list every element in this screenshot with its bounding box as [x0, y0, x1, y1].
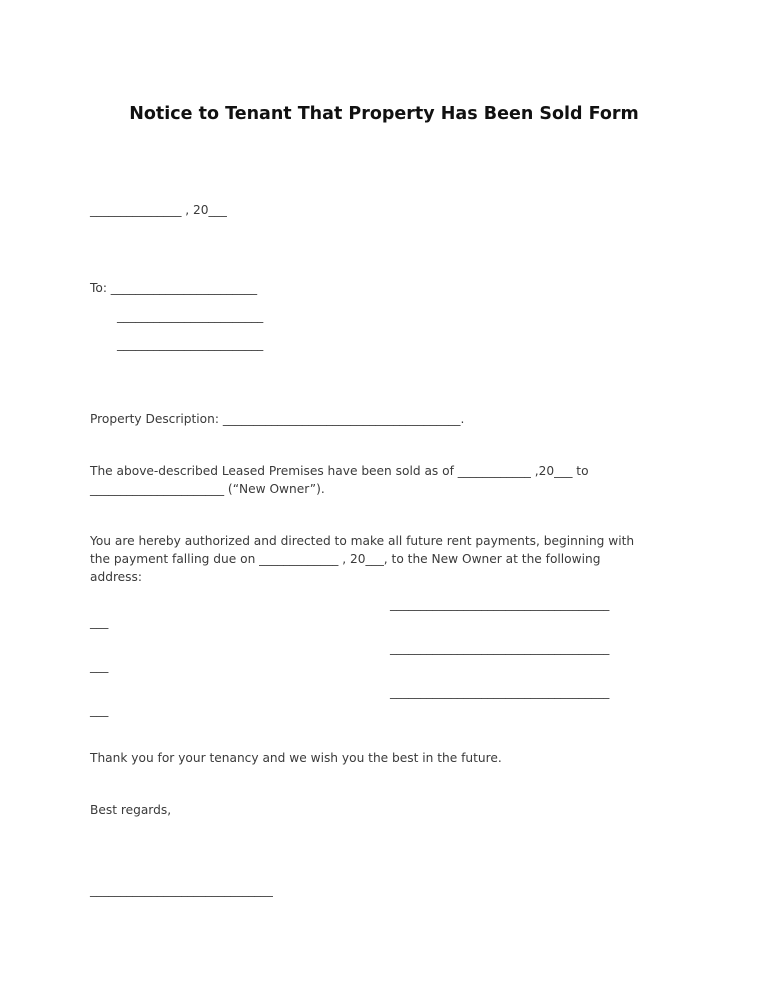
payment-paragraph-line-3: address:	[90, 570, 142, 584]
address-line-3-left: ___	[90, 703, 109, 717]
address-line-2-left: ___	[90, 659, 109, 673]
address-line-2-right: ____________________________________	[390, 641, 610, 655]
sold-paragraph-line-2: ______________________ (“New Owner”).	[90, 482, 325, 496]
to-line-2: ________________________	[117, 309, 264, 323]
sold-paragraph-line-1: The above-described Leased Premises have been sold as of ____________ ,20___ to	[90, 464, 589, 478]
best-regards: Best regards,	[90, 803, 172, 817]
to-line-3: ________________________	[117, 337, 264, 351]
signature-line: ______________________________	[90, 883, 273, 897]
to-line-1: To: ________________________	[90, 281, 258, 295]
property-description-line: Property Description: _______________________________________.	[90, 412, 465, 426]
payment-paragraph-line-1: You are hereby authorized and directed to make all future rent payments, beginning with	[90, 534, 635, 548]
address-line-3-right: ____________________________________	[390, 685, 610, 699]
document-title: Notice to Tenant That Property Has Been Sold Form	[129, 104, 639, 124]
address-line-1-right: ____________________________________	[390, 597, 610, 611]
date-line: _______________ , 20___	[90, 203, 227, 217]
payment-paragraph-line-2: the payment falling due on _____________ , 20___, to the New Owner at the following	[90, 552, 601, 566]
address-line-1-left: ___	[90, 615, 109, 629]
closing-text: Thank you for your tenancy and we wish you the best in the future.	[90, 751, 502, 765]
